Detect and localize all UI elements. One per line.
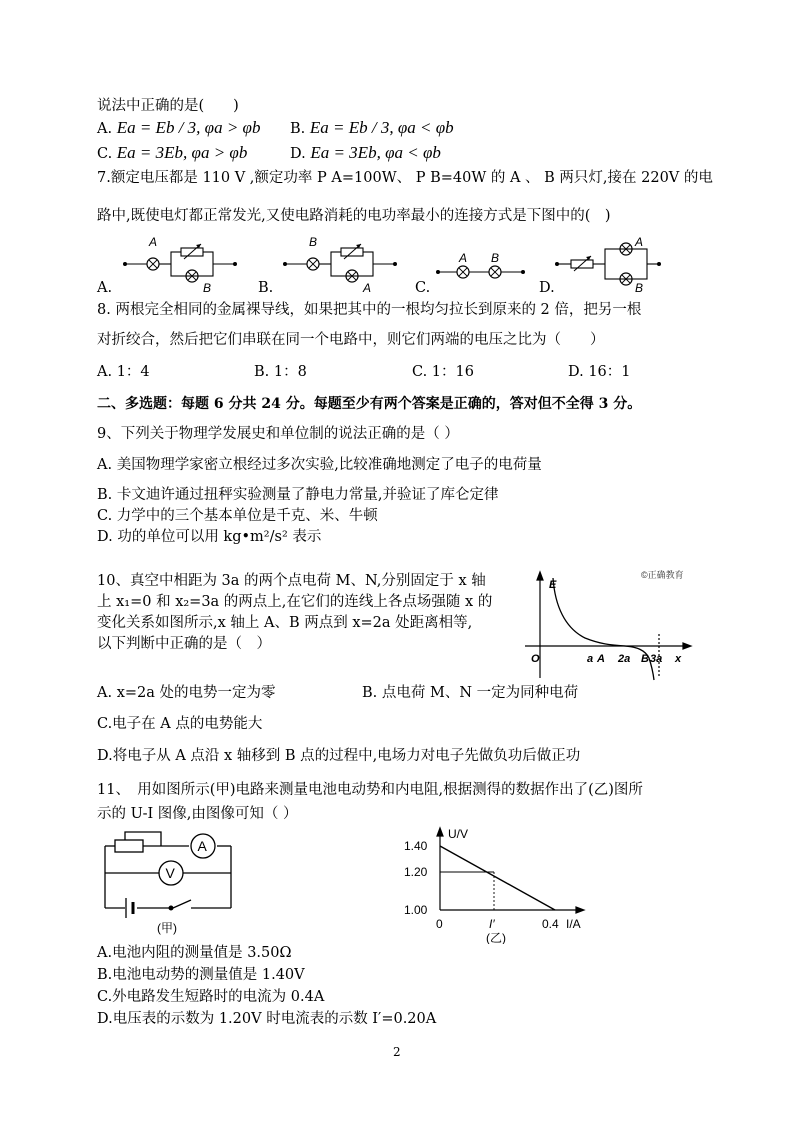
q8-option-b: B. 1：8 bbox=[254, 364, 307, 380]
ui-y-tick-1-20: 1.20 bbox=[404, 865, 428, 879]
q11-circuit-diagram bbox=[95, 826, 245, 938]
lamp-a-icon bbox=[457, 266, 469, 278]
lamp-label-b: B bbox=[491, 251, 500, 265]
q9-option-c: C. 力学中的三个基本单位是千克、米、牛顿 bbox=[97, 508, 378, 524]
lamp-label-b: B bbox=[309, 235, 318, 249]
voltmeter-icon bbox=[159, 861, 183, 885]
q8-option-a: A. 1：4 bbox=[97, 364, 150, 380]
q6-option-c bbox=[97, 143, 247, 164]
rheostat-icon bbox=[571, 256, 593, 271]
lamp-label-a: A bbox=[459, 251, 468, 265]
q6-option-b bbox=[290, 118, 454, 139]
ui-y-tick-1-40: 1.40 bbox=[404, 839, 428, 853]
q6-option-a-formula: Ea = Eb / 3, φa > φb bbox=[116, 118, 261, 137]
q10-tick-point-a: A bbox=[597, 653, 605, 665]
ui-x-tick-0-4: 0.4 bbox=[542, 917, 559, 931]
q10-line-1: 10、真空中相距为 3a 的两个点电荷 M、N,分别固定于 x 轴 bbox=[97, 573, 486, 589]
q11-option-d: D.电压表的示数为 1.20V 时电流表的示数 I′=0.20A bbox=[97, 1011, 437, 1027]
q10-tick-2a: 2a bbox=[618, 653, 631, 665]
q8-line-2: 对折绞合，然后把它们串联在同一个电路中，则它们两端的电压之比为（ ） bbox=[97, 332, 605, 348]
ammeter-label: A bbox=[197, 838, 207, 854]
ui-graph-caption: (乙) bbox=[486, 931, 506, 944]
q6-option-d-formula: Ea = 3Eb, φa < φb bbox=[310, 143, 441, 162]
q10-y-axis-label: E bbox=[549, 579, 557, 591]
q10-option-c: C.电子在 A 点的电势能大 bbox=[97, 716, 263, 732]
q11-option-a: A.电池内阻的测量值是 3.50Ω bbox=[97, 945, 292, 961]
ammeter-icon bbox=[191, 834, 215, 858]
q8-option-d: D. 16：1 bbox=[568, 364, 631, 380]
q10-field-graph bbox=[515, 566, 700, 686]
q11-line-1: 11、 用如图所示(甲)电路来测量电池电动势和内电阻,根据测得的数据作出了(乙)图所 bbox=[97, 782, 643, 798]
q7-option-a: A. bbox=[97, 280, 113, 296]
ui-y-axis-label: U/V bbox=[448, 827, 469, 841]
lamp-b-icon bbox=[307, 258, 319, 270]
ui-x-axis-label: I/A bbox=[566, 917, 581, 931]
q8-line-1: 8. 两根完全相同的金属裸导线，如果把其中的一根均匀拉长到原来的 2 倍，把另一根 bbox=[97, 302, 642, 318]
rheostat-icon bbox=[181, 244, 203, 259]
q6-option-c-formula: Ea = 3Eb, φa > φb bbox=[116, 143, 248, 162]
q10-line-4: 以下判断中正确的是（ ） bbox=[97, 636, 271, 652]
q9-option-a: A. 美国物理学家密立根经过多次实验,比较准确地测定了电子的电荷量 bbox=[97, 457, 542, 473]
ui-y-tick-1-00: 1.00 bbox=[404, 903, 428, 917]
q10-line-3: 变化关系如图所示,x 轴上 A、B 两点到 x=2a 处距离相等, bbox=[97, 615, 473, 631]
q7-option-c: C. bbox=[415, 280, 431, 296]
q7-option-b: B. bbox=[258, 280, 274, 296]
q10-option-a: A. x=2a 处的电势一定为零 bbox=[97, 685, 276, 701]
q6-option-a bbox=[97, 118, 260, 139]
lamp-a-icon bbox=[147, 258, 159, 270]
q10-option-d: D.将电子从 A 点沿 x 轴移到 B 点的过程中,电场力对电子先做负功后做正功 bbox=[97, 748, 581, 764]
lamp-label-b: B bbox=[635, 281, 644, 294]
q10-tick-a: a bbox=[587, 653, 594, 665]
page-number: 2 bbox=[393, 1045, 401, 1059]
q7-circuit-options bbox=[95, 232, 695, 294]
q10-tick-point-b: B bbox=[641, 653, 649, 665]
lamp-label-a: A bbox=[363, 281, 372, 294]
voltmeter-label: V bbox=[165, 865, 175, 881]
q11-line-2: 示的 U-I 图像,由图像可知（ ） bbox=[97, 806, 298, 822]
lamp-b-icon bbox=[489, 266, 501, 278]
lamp-label-a: A bbox=[635, 235, 644, 249]
q10-x-axis-label: x bbox=[675, 653, 682, 665]
q11-ui-graph bbox=[370, 826, 600, 944]
q11-option-b: B.电池电动势的测量值是 1.40V bbox=[97, 967, 305, 983]
ui-x-tick-i-prime: I′ bbox=[489, 917, 495, 931]
q10-tick-3a: 3a bbox=[650, 653, 663, 665]
section-2-heading: 二、多选题：每题 6 分共 24 分。每题至少有两个答案是正确的，答对但不全得 3 分。 bbox=[97, 396, 642, 412]
q10-watermark: ©正确教育 bbox=[641, 570, 684, 580]
circuit-caption: (甲) bbox=[157, 921, 177, 935]
q6-option-d-label: D. bbox=[290, 146, 306, 162]
ui-x-tick-0: 0 bbox=[436, 917, 443, 931]
q9-stem: 9、下列关于物理学发展史和单位制的说法正确的是（ ） bbox=[97, 426, 459, 442]
q6-option-c-label: C. bbox=[97, 146, 113, 162]
q11-option-c: C.外电路发生短路时的电流为 0.4A bbox=[97, 989, 325, 1005]
q6-option-d bbox=[290, 143, 441, 164]
q9-option-d: D. 功的单位可以用 kg•m²/s² 表示 bbox=[97, 529, 322, 545]
q7-option-d: D. bbox=[539, 280, 555, 296]
q8-option-c: C. 1：16 bbox=[412, 364, 474, 380]
lamp-label-b: B bbox=[203, 281, 212, 294]
lamp-label-a: A bbox=[149, 235, 158, 249]
q10-option-b: B. 点电荷 M、N 一定为同种电荷 bbox=[362, 685, 579, 701]
q9-option-b: B. 卡文迪许通过扭秤实验测量了静电力常量,并验证了库仑定律 bbox=[97, 487, 499, 503]
q7-line-2: 路中,既使电灯都正常发光,又使电路消耗的电功率最小的连接方式是下图中的( ) bbox=[97, 208, 611, 224]
q6-stem-tail: 说法中正确的是( ) bbox=[97, 98, 239, 114]
q10-line-2: 上 x₁=0 和 x₂=3a 的两点上,在它们的连线上各点场强随 x 的 bbox=[97, 594, 493, 610]
q6-option-b-label: B. bbox=[290, 121, 306, 137]
q10-origin-label: O bbox=[531, 653, 540, 665]
q6-option-a-label: A. bbox=[97, 121, 113, 137]
rheostat-icon bbox=[341, 244, 363, 259]
q7-line-1: 7.额定电压都是 110 V ,额定功率 P A=100W、 P B=40W 的 A 、 B 两只灯,接在 220V 的电 bbox=[97, 170, 713, 186]
q6-option-b-formula: Ea = Eb / 3, φa < φb bbox=[309, 118, 454, 137]
